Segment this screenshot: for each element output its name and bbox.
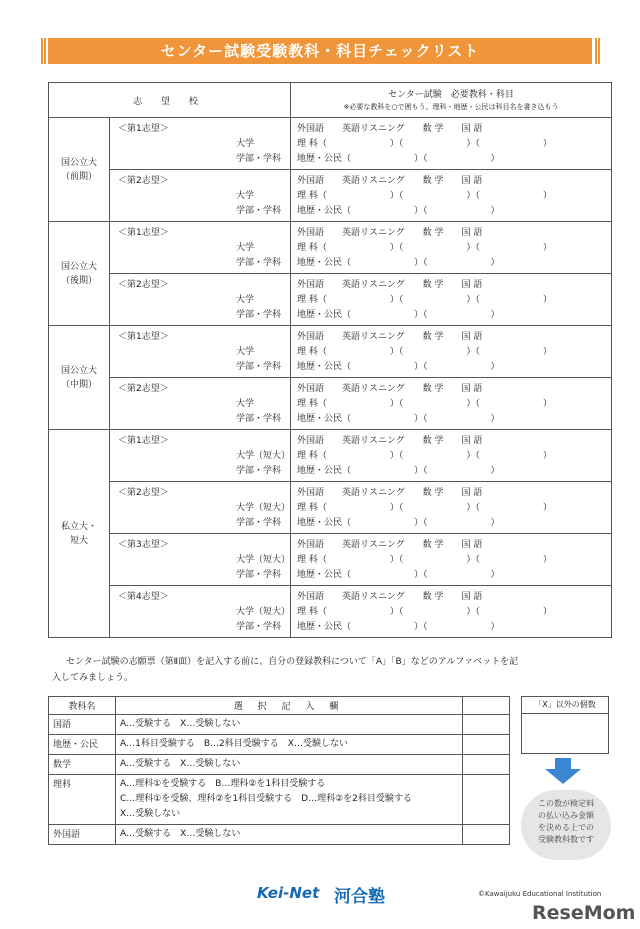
option-line: A…受験する X…受験しない bbox=[120, 829, 241, 839]
subject-cell[interactable] bbox=[291, 170, 612, 222]
choice-label: ＜第2志望＞ bbox=[118, 280, 169, 290]
department-label: 学部・学科 bbox=[236, 258, 282, 268]
choice-label: ＜第2志望＞ bbox=[118, 488, 169, 498]
count-header: 「X」以外の個数 bbox=[522, 697, 608, 714]
subject-row-science: 理 科（ ）（ ）（ ） bbox=[297, 295, 552, 305]
selection-options bbox=[116, 825, 463, 845]
choice-row bbox=[49, 586, 612, 638]
department-label: 学部・学科 bbox=[236, 154, 282, 164]
subject-row-social: 地歴・公民（ ）（ ） bbox=[297, 570, 500, 580]
department-label: 学部・学科 bbox=[236, 362, 282, 372]
subject-row-social: 地歴・公民（ ）（ ） bbox=[297, 622, 500, 632]
choice-label: ＜第2志望＞ bbox=[118, 384, 169, 394]
subject-row-social: 地歴・公民（ ）（ ） bbox=[297, 154, 500, 164]
header-required-note: ※必要な教科を○で囲もう。理科・地歴・公民は科目名を書き込もう bbox=[343, 103, 559, 111]
choice-cell[interactable] bbox=[110, 222, 291, 274]
page-title: センター試験受験教科・科目チェックリスト bbox=[48, 38, 592, 64]
subject-row-science: 理 科（ ）（ ）（ ） bbox=[297, 399, 552, 409]
subject-cell[interactable] bbox=[291, 482, 612, 534]
option-line: X…受験しない bbox=[120, 809, 181, 819]
subject-row-main: 外国語 英語リスニング 数 学 国 語 bbox=[297, 436, 483, 446]
subject-row-social: 地歴・公民（ ）（ ） bbox=[297, 414, 500, 424]
department-label: 学部・学科 bbox=[236, 206, 282, 216]
choice-cell[interactable] bbox=[110, 170, 291, 222]
option-line: A…1科目受験する B…2科目受験する X…受験しない bbox=[120, 739, 348, 749]
option-line: A…受験する X…受験しない bbox=[120, 719, 241, 729]
subject-row-science: 理 科（ ）（ ）（ ） bbox=[297, 347, 552, 357]
university-label: 大学（短大） bbox=[236, 503, 291, 513]
department-label: 学部・学科 bbox=[236, 414, 282, 424]
answer-box[interactable] bbox=[463, 825, 510, 845]
choice-row bbox=[49, 534, 612, 586]
department-label: 学部・学科 bbox=[236, 518, 282, 528]
down-arrow-icon bbox=[545, 758, 581, 784]
selection-table bbox=[48, 696, 510, 845]
instruction-line-2: 入してみましょう。 bbox=[52, 673, 134, 683]
subject-row-main: 外国語 英語リスニング 数 学 国 語 bbox=[297, 384, 483, 394]
choice-cell[interactable] bbox=[110, 274, 291, 326]
subject-cell[interactable] bbox=[291, 118, 612, 170]
header-school: 志 望 校 bbox=[49, 83, 291, 118]
subject-row-social: 地歴・公民（ ）（ ） bbox=[297, 466, 500, 476]
choice-cell[interactable] bbox=[110, 586, 291, 638]
subject-row-science: 理 科（ ）（ ）（ ） bbox=[297, 503, 552, 513]
subject-cell[interactable] bbox=[291, 430, 612, 482]
subject-cell[interactable] bbox=[291, 326, 612, 378]
answer-box[interactable] bbox=[463, 715, 510, 735]
subject-row-main: 外国語 英語リスニング 数 学 国 語 bbox=[297, 280, 483, 290]
university-label: 大学 bbox=[236, 139, 255, 149]
choice-row bbox=[49, 274, 612, 326]
subject-name: 地歴・公民 bbox=[49, 735, 116, 755]
selection-row bbox=[49, 775, 510, 825]
subject-row-social: 地歴・公民（ ）（ ） bbox=[297, 362, 500, 372]
selection-options bbox=[116, 715, 463, 735]
department-label: 学部・学科 bbox=[236, 466, 282, 476]
selection-row bbox=[49, 735, 510, 755]
kawaijuku-logo: 河合塾 bbox=[334, 887, 385, 907]
choice-label: ＜第2志望＞ bbox=[118, 176, 169, 186]
instruction-note bbox=[52, 654, 616, 686]
university-label: 大学（短大） bbox=[236, 451, 291, 461]
selection-row bbox=[49, 755, 510, 775]
selection-options bbox=[116, 735, 463, 755]
header-selection: 選 択 記 入 欄 bbox=[116, 697, 463, 715]
subject-row-social: 地歴・公民（ ）（ ） bbox=[297, 310, 500, 320]
choice-label: ＜第1志望＞ bbox=[118, 436, 169, 446]
department-label: 学部・学科 bbox=[236, 570, 282, 580]
choice-cell[interactable] bbox=[110, 378, 291, 430]
subject-cell[interactable] bbox=[291, 274, 612, 326]
answer-box[interactable] bbox=[463, 775, 510, 825]
subject-cell[interactable] bbox=[291, 222, 612, 274]
choice-cell[interactable] bbox=[110, 482, 291, 534]
subject-row-science: 理 科（ ）（ ）（ ） bbox=[297, 191, 552, 201]
subject-name: 数学 bbox=[49, 755, 116, 775]
subject-row-main: 外国語 英語リスニング 数 学 国 語 bbox=[297, 592, 483, 602]
option-line: A…理科①を受験する B…理科②を1科目受験する bbox=[120, 779, 326, 789]
university-label: 大学 bbox=[236, 295, 255, 305]
subject-name: 理科 bbox=[49, 775, 116, 825]
subject-row-main: 外国語 英語リスニング 数 学 国 語 bbox=[297, 124, 483, 134]
count-input-area[interactable] bbox=[522, 714, 608, 753]
subject-cell[interactable] bbox=[291, 586, 612, 638]
option-line: C…理科①を受験、理科②を1科目受験する D…理科②を2科目受験する bbox=[120, 794, 412, 804]
instruction-line-1: センター試験の志願票（第Ⅱ面）を記入する前に、自分の登録教科について「A」「B」などのアルファベットを記 bbox=[66, 657, 519, 667]
selection-options bbox=[116, 775, 463, 825]
department-label: 学部・学科 bbox=[236, 310, 282, 320]
header-required-subjects bbox=[291, 83, 612, 118]
header-blank bbox=[463, 697, 510, 715]
choice-label: ＜第1志望＞ bbox=[118, 124, 169, 134]
subject-row-social: 地歴・公民（ ）（ ） bbox=[297, 518, 500, 528]
selection-row bbox=[49, 715, 510, 735]
explanation-bubble: この数が検定料 の払い込み金額 を決める上での 受験教科数です bbox=[521, 790, 611, 860]
watermark: ReseMom bbox=[532, 902, 636, 924]
choice-cell[interactable] bbox=[110, 430, 291, 482]
choice-cell[interactable] bbox=[110, 118, 291, 170]
choice-row bbox=[49, 118, 612, 170]
copyright-text: ©Kawaijuku Educational Institution bbox=[478, 890, 602, 898]
university-label: 大学 bbox=[236, 191, 255, 201]
answer-box[interactable] bbox=[463, 735, 510, 755]
subject-row-science: 理 科（ ）（ ）（ ） bbox=[297, 607, 552, 617]
subject-row-science: 理 科（ ）（ ）（ ） bbox=[297, 243, 552, 253]
school-category: 私立大・ 短大 bbox=[49, 430, 110, 638]
subject-row-social: 地歴・公民（ ）（ ） bbox=[297, 258, 500, 268]
count-box bbox=[521, 696, 609, 754]
header-required-title: センター試験 必要教科・科目 bbox=[388, 90, 514, 100]
header-subject-name: 教科名 bbox=[49, 697, 116, 715]
university-label: 大学 bbox=[236, 347, 255, 357]
choice-row bbox=[49, 326, 612, 378]
choice-cell[interactable] bbox=[110, 534, 291, 586]
university-label: 大学（短大） bbox=[236, 607, 291, 617]
school-category: 国公立大 （後期） bbox=[49, 222, 110, 326]
answer-box[interactable] bbox=[463, 755, 510, 775]
choice-row bbox=[49, 430, 612, 482]
subject-row-main: 外国語 英語リスニング 数 学 国 語 bbox=[297, 332, 483, 342]
subject-row-main: 外国語 英語リスニング 数 学 国 語 bbox=[297, 540, 483, 550]
choice-row bbox=[49, 378, 612, 430]
school-category: 国公立大 （前期） bbox=[49, 118, 110, 222]
checklist-table bbox=[48, 82, 612, 638]
choice-label: ＜第3志望＞ bbox=[118, 540, 169, 550]
university-label: 大学 bbox=[236, 243, 255, 253]
subject-cell[interactable] bbox=[291, 534, 612, 586]
choice-row bbox=[49, 482, 612, 534]
selection-row bbox=[49, 825, 510, 845]
subject-row-main: 外国語 英語リスニング 数 学 国 語 bbox=[297, 488, 483, 498]
subject-row-main: 外国語 英語リスニング 数 学 国 語 bbox=[297, 176, 483, 186]
subject-row-social: 地歴・公民（ ）（ ） bbox=[297, 206, 500, 216]
subject-name: 国語 bbox=[49, 715, 116, 735]
subject-row-main: 外国語 英語リスニング 数 学 国 語 bbox=[297, 228, 483, 238]
university-label: 大学（短大） bbox=[236, 555, 291, 565]
choice-cell[interactable] bbox=[110, 326, 291, 378]
subject-row-science: 理 科（ ）（ ）（ ） bbox=[297, 451, 552, 461]
option-line: A…受験する X…受験しない bbox=[120, 759, 241, 769]
university-label: 大学 bbox=[236, 399, 255, 409]
subject-row-science: 理 科（ ）（ ）（ ） bbox=[297, 555, 552, 565]
school-category: 国公立大 （中期） bbox=[49, 326, 110, 430]
choice-row bbox=[49, 170, 612, 222]
department-label: 学部・学科 bbox=[236, 622, 282, 632]
keinet-logo: Kei-Net bbox=[257, 884, 320, 902]
subject-name: 外国語 bbox=[49, 825, 116, 845]
choice-row bbox=[49, 222, 612, 274]
choice-label: ＜第1志望＞ bbox=[118, 228, 169, 238]
subject-cell[interactable] bbox=[291, 378, 612, 430]
choice-label: ＜第4志望＞ bbox=[118, 592, 169, 602]
choice-label: ＜第1志望＞ bbox=[118, 332, 169, 342]
selection-options bbox=[116, 755, 463, 775]
subject-row-science: 理 科（ ）（ ）（ ） bbox=[297, 139, 552, 149]
